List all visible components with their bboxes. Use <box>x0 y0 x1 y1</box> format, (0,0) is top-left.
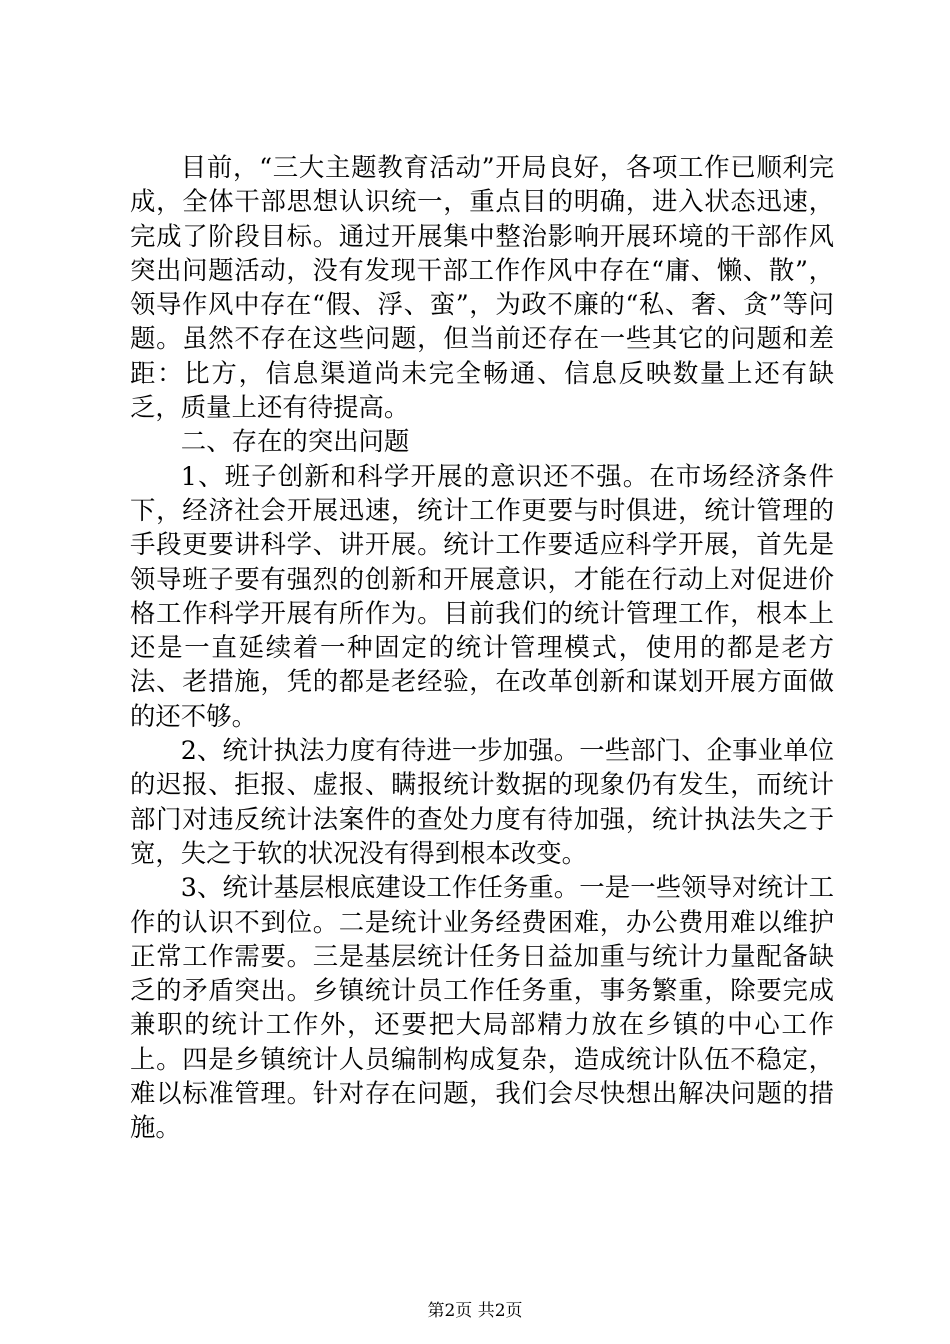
document-body <box>130 150 834 1145</box>
paragraph-problem-3: 3、统计基层根底建设工作任务重。一是一些领导对统计工作的认识不到位。二是统计业务经费困难，办公费用难以维护正常工作需要。三是基层统计任务日益加重与统计力量配备缺乏的矛盾突出。乡镇统计员工作任务重，事务繁重，除要完成兼职的统计工作外，还要把大局部精力放在乡镇的中心工作上。四是乡镇统计人员编制构成复杂，造成统计队伍不稳定，难以标准管理。针对存在问题，我们会尽快想出解决问题的措施。 <box>130 872 834 1143</box>
paragraph-overview: 目前，“三大主题教育活动”开局良好，各项工作已顺利完成，全体干部思想认识统一，重点目的明确，进入状态迅速，完成了阶段目标。通过开展集中整治影响开展环境的干部作风突出问题活动，没有发现干部工作作风中存在“庸、懒、散”，领导作风中存在“假、浮、蛮”，为政不廉的“私、奢、贪”等问题。虽然不存在这些问题，但当前还存在一些其它的问题和差距：比方，信息渠道尚未完全畅通、信息反映数量上还有缺乏，质量上还有待提高。 <box>130 152 834 423</box>
paragraph-problem-1: 1、班子创新和科学开展的意识还不强。在市场经济条件下，经济社会开展迅速，统计工作更要与时俱进，统计管理的手段更要讲科学、讲开展。统计工作要适应科学开展，首先是领导班子要有强烈的创新和开展意识，才能在行动上对促进价格工作科学开展有所作为。目前我们的统计管理工作，根本上还是一直延续着一种固定的统计管理模式，使用的都是老方法、老措施，凭的都是老经验，在改革创新和谋划开展方面做的还不够。 <box>130 460 834 731</box>
page-footer: 第2页 共2页 <box>427 1301 523 1321</box>
paragraph-problem-2: 2、统计执法力度有待进一步加强。一些部门、企事业单位的迟报、拒报、虚报、瞒报统计数据的现象仍有发生，而统计部门对违反统计法案件的查处力度有待加强，统计执法失之于宽，失之于软的状况没有得到根本改变。 <box>130 735 834 868</box>
section-heading-problems: 二、存在的突出问题 <box>180 426 410 457</box>
